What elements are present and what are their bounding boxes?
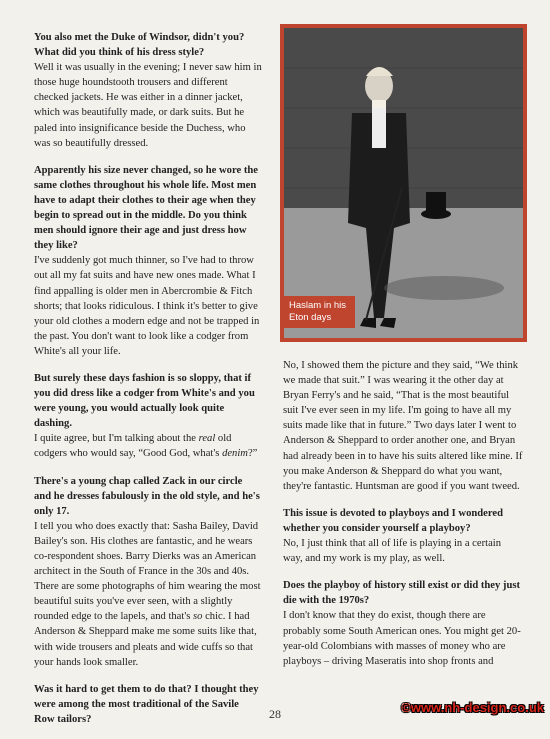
question: You also met the Duke of Windsor, didn't you? What did you think of his dress style? bbox=[34, 32, 245, 59]
question: There's a young chap called Zack in our circle and he dresses fabulously in the old style, and he's only 17. bbox=[34, 475, 260, 517]
qa-block bbox=[283, 578, 523, 669]
left-column bbox=[34, 30, 262, 739]
answer: I don't know that they do exist, though there are probably some South American ones. You might get 20-year-old Colombians with masses of money who are playboys – driving Maseratis into shop fronts and bbox=[283, 610, 521, 667]
question: Does the playboy of history still exist or did they just die with the 1970s? bbox=[283, 580, 520, 607]
answer: I've suddenly got much thinner, so I've had to throw out all my fat suits and have new ones made. What I find appalling is older men in Abercrombie & Fitch shorts; that looks ridiculous. I think it's better to give your old clothes a modern edge and not be trapped in the past. You don't want to look like a codger from White's all your life. bbox=[34, 255, 260, 357]
eton-photo bbox=[284, 28, 523, 338]
qa-block bbox=[34, 371, 262, 462]
boy-in-suit-illustration bbox=[284, 28, 523, 338]
photo-frame bbox=[280, 24, 527, 342]
qa-block bbox=[34, 30, 262, 151]
page-number: 28 bbox=[269, 707, 281, 721]
watermark: ©www.nh-design.co.uk bbox=[401, 700, 544, 715]
qa-block bbox=[34, 474, 262, 670]
question: But surely these days fashion is so sloppy, that if you did dress like a codger from White's and you were young, you would actually look quite dashing. bbox=[34, 372, 255, 430]
photo-caption: Haslam in his Eton days bbox=[284, 296, 355, 328]
qa-block bbox=[283, 506, 523, 566]
answer: Well it was usually in the evening; I never saw him in those huge houndstooth trousers and different checked jackets. He was either in a dinner jacket, which was beautifully made, or dark suits. But he paled into insignificance beside the Duchess, who was so beautifully dressed. bbox=[34, 62, 262, 149]
qa-block bbox=[34, 163, 262, 359]
question: Was it hard to get them to do that? I thought they were among the most traditional of the Savile Row tailors? bbox=[34, 683, 259, 725]
question: Apparently his size never changed, so he wore the same clothes throughout his whole life. Most men have to adapt their clothes to their age when they begin to spread out in the middle. Do you think men should ignore their age and just dress how they like? bbox=[34, 164, 258, 252]
answer: No, I just think that all of life is playing in a certain way, and my work is my play, as well. bbox=[283, 538, 502, 565]
answer: No, I showed them the picture and they said, “We think we made that suit.” I was wearing it the other day at Bryan Ferry's and he said, “That is the most beautiful suit I've ever seen in my life. I'm going to have all my suits made like that in future.” Two days later I went to Anderson & Sheppard to order another one, and Bryan had already been in to have his suits altered like mine. If you make Anderson & Sheppard do what you want, they're fantastic. Huntsman are good if you want tweed. bbox=[283, 360, 523, 492]
right-column bbox=[283, 358, 523, 681]
question: This issue is devoted to playboys and I wondered whether you consider yourself a playboy? bbox=[283, 507, 503, 534]
answer: I tell you who does exactly that: Sasha Bailey, David Bailey's son. His clothes are fantastic, and he wears co-respondent shoes. Barry Dierks was an American architect in the South of France in the 30s and 40s. There are some photographs of him wearing the most beautiful suits you've ever seen, with a slightly rounded edge to the lapels, and that's so chic. I had Anderson & Sheppard make me some suits like that, with wide trousers and pleats and wide cuffs so that your hands look smaller. bbox=[34, 520, 261, 668]
answer: I quite agree, but I'm talking about the real old codgers who would say, “Good God, what's denim?” bbox=[34, 433, 258, 460]
qa-block bbox=[283, 358, 523, 494]
